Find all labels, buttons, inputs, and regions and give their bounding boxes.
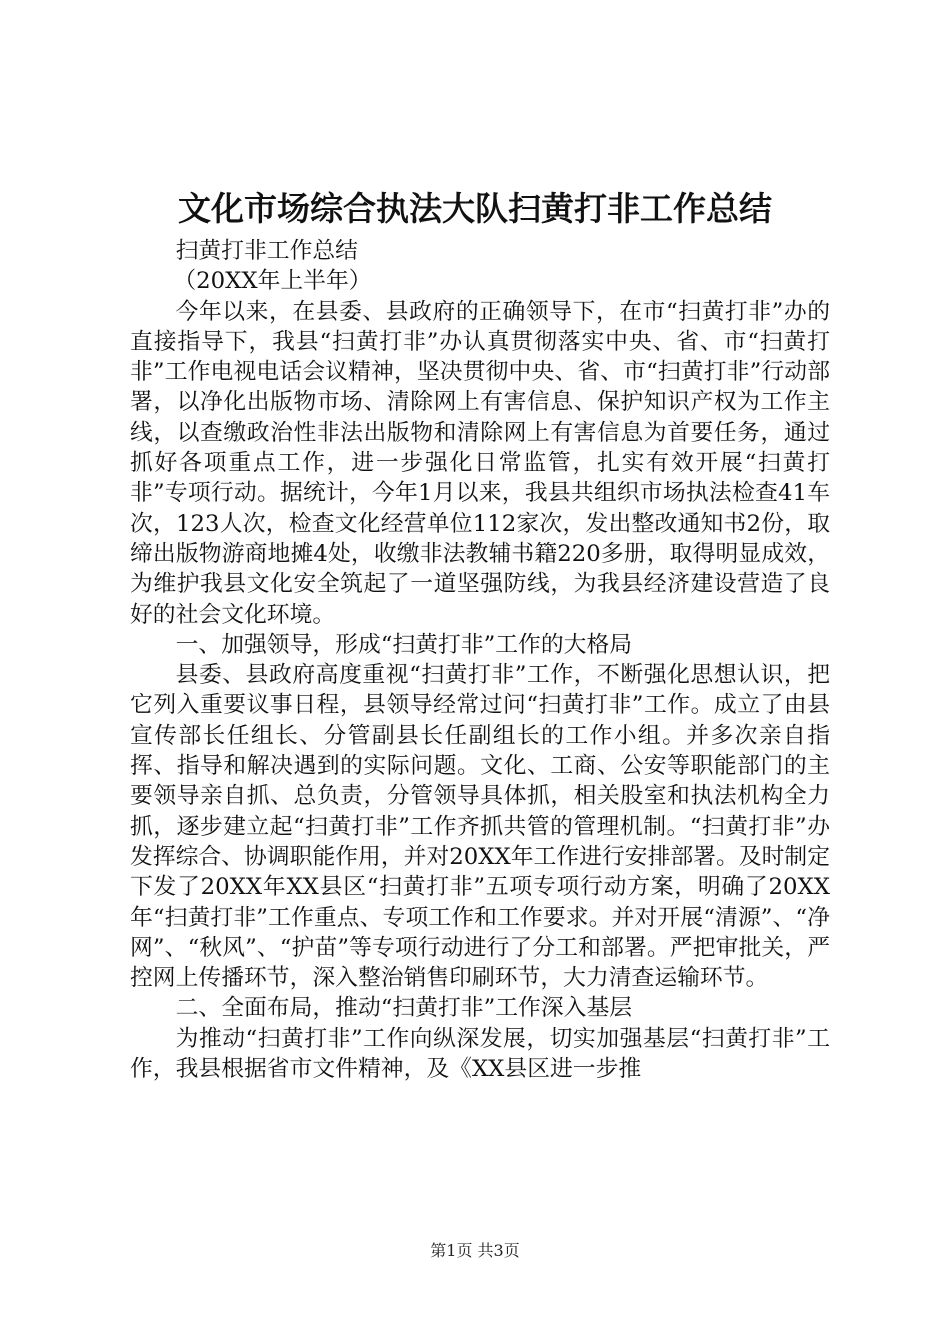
section-heading-2: 二、全面布局，推动“扫黄打非”工作深入基层	[175, 995, 633, 1022]
paragraph-intro: 今年以来，在县委、县政府的正确领导下，在市“扫黄打非”办的直接指导下，我县“扫黄打非”办认真贯彻落实中央、省、市“扫黄打非”工作电视电话会议精神，坚决贯彻中央、省、市“扫黄打非”行动部署，以净化出版物市场、清除网上有害信息、保护知识产权为工作主线，以查缴政治性非法出版物和清除网上有害信息为首要任务，通过抓好各项重点工作，进一步强化日常监管，扎实有效开展“扫黄打非”专项行动。据统计，今年1月以来，我县共组织市场执法检查41车次，123人次，检查文化经营单位112家次，发出整改通知书2份，取缔出版物游商地摊4处，收缴非法教辅书籍220多册，取得明显成效，为维护我县文化安全筑起了一道坚强防线，为我县经济建设营造了良好的社会文化环境。	[130, 298, 830, 628]
document-subtitle: 扫黄打非工作总结	[175, 238, 358, 264]
page-footer: 第1页 共3页	[430, 1241, 520, 1260]
paragraph-section-2: 为推动“扫黄打非”工作向纵深发展，切实加强基层“扫黄打非”工作，我县根据省市文件精神，及《XX县区进一步推	[130, 1025, 830, 1083]
paragraph-section-1: 县委、县政府高度重视“扫黄打非”工作，不断强化思想认识，把它列入重要议事日程，县领导经常过问“扫黄打非”工作。成立了由县宣传部长任组长、分管副县长任副组长的工作小组。并多次亲自指挥、指导和解决遇到的实际问题。文化、工商、公安等职能部门的主要领导亲自抓、总负责，分管领导具体抓，相关股室和执法机构全力抓，逐步建立起“扫黄打非”工作齐抓共管的管理机制。“扫黄打非”办发挥综合、协调职能作用，并对20XX年工作进行安排部署。及时制定下发了20XX年XX县区“扫黄打非”五项专项行动方案，明确了20XX年“扫黄打非”工作重点、专项工作和工作要求。并对开展“清源”、“净网”、“秋风”、“护苗”等专项行动进行了分工和部署。严把审批关，严控网上传播环节，深入整治销售印刷环节，大力清查运输环节。	[130, 662, 830, 992]
section-heading-1: 一、加强领导，形成“扫黄打非”工作的大格局	[175, 631, 633, 658]
document-body	[130, 236, 830, 1084]
page-title: 文化市场综合执法大队扫黄打非工作总结	[178, 189, 772, 228]
date-line: （20XX年上半年）	[173, 268, 372, 295]
